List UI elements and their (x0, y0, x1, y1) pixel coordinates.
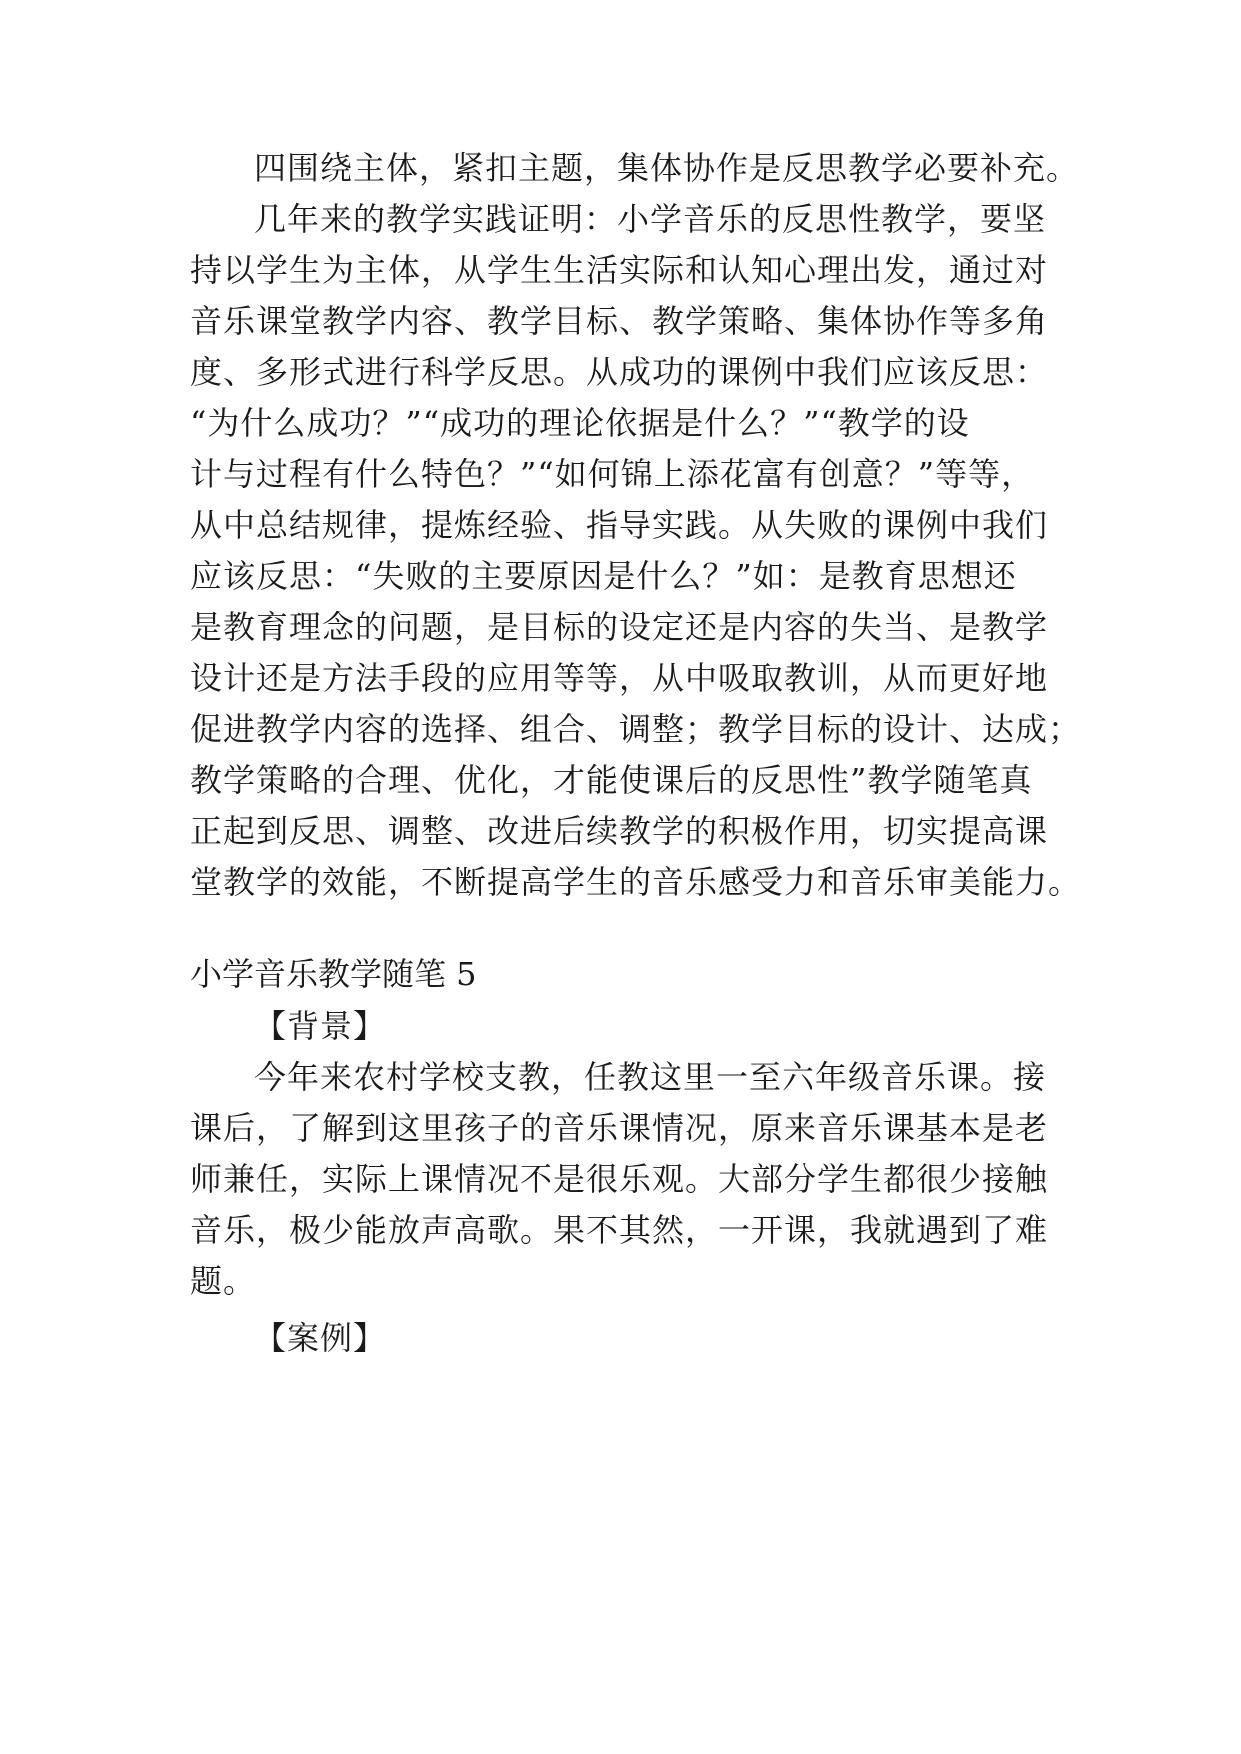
paragraph-line: 几年来的教学实践证明：小学音乐的反思性教学，要坚 (254, 200, 1047, 238)
paragraph-line: “为什么成功？”“成功的理论依据是什么？”“教学的设 (190, 404, 970, 442)
background-label: 【背景】 (254, 1007, 387, 1045)
paragraph-line: 度、多形式进行科学反思。从成功的课例中我们应该反思： (190, 353, 1049, 391)
section-title: 小学音乐教学随笔 5 (190, 955, 477, 993)
paragraph-line: 正起到反思、调整、改进后续教学的积极作用，切实提高课 (190, 812, 1049, 850)
paragraph-line: 音乐，极少能放声高歌。果不其然，一开课，我就遇到了难 (190, 1211, 1049, 1249)
paragraph-line: 堂教学的效能，不断提高学生的音乐感受力和音乐审美能力。 (190, 863, 1082, 901)
paragraph-line: 从中总结规律，提炼经验、指导实践。从失败的课例中我们 (190, 506, 1049, 544)
paragraph-line: 是教育理念的问题，是目标的设定还是内容的失当、是教学 (190, 608, 1049, 646)
paragraph-line: 音乐课堂教学内容、教学目标、教学策略、集体协作等多角 (190, 302, 1049, 340)
paragraph-line: 促进教学内容的选择、组合、调整；教学目标的设计、达成； (190, 710, 1082, 748)
paragraph-line: 四围绕主体，紧扣主题，集体协作是反思教学必要补充。 (254, 149, 1080, 187)
case-label: 【案例】 (254, 1319, 387, 1357)
paragraph-line: 题。 (190, 1262, 257, 1300)
paragraph-line: 教学策略的合理、优化，才能使课后的反思性”教学随笔真 (190, 761, 1033, 799)
paragraph-line: 课后，了解到这里孩子的音乐课情况，原来音乐课基本是老 (190, 1109, 1049, 1147)
paragraph-line: 设计还是方法手段的应用等等，从中吸取教训，从而更好地 (190, 659, 1049, 697)
paragraph-line: 计与过程有什么特色？”“如何锦上添花富有创意？”等等， (190, 455, 1035, 493)
paragraph-line: 师兼任，实际上课情况不是很乐观。大部分学生都很少接触 (190, 1160, 1049, 1198)
paragraph-line: 今年来农村学校支教，任教这里一至六年级音乐课。接 (254, 1058, 1047, 1096)
paragraph-line: 应该反思：“失败的主要原因是什么？”如：是教育思想还 (190, 557, 1017, 595)
paragraph-line: 持以学生为主体，从学生生活实际和认知心理出发，通过对 (190, 251, 1049, 289)
